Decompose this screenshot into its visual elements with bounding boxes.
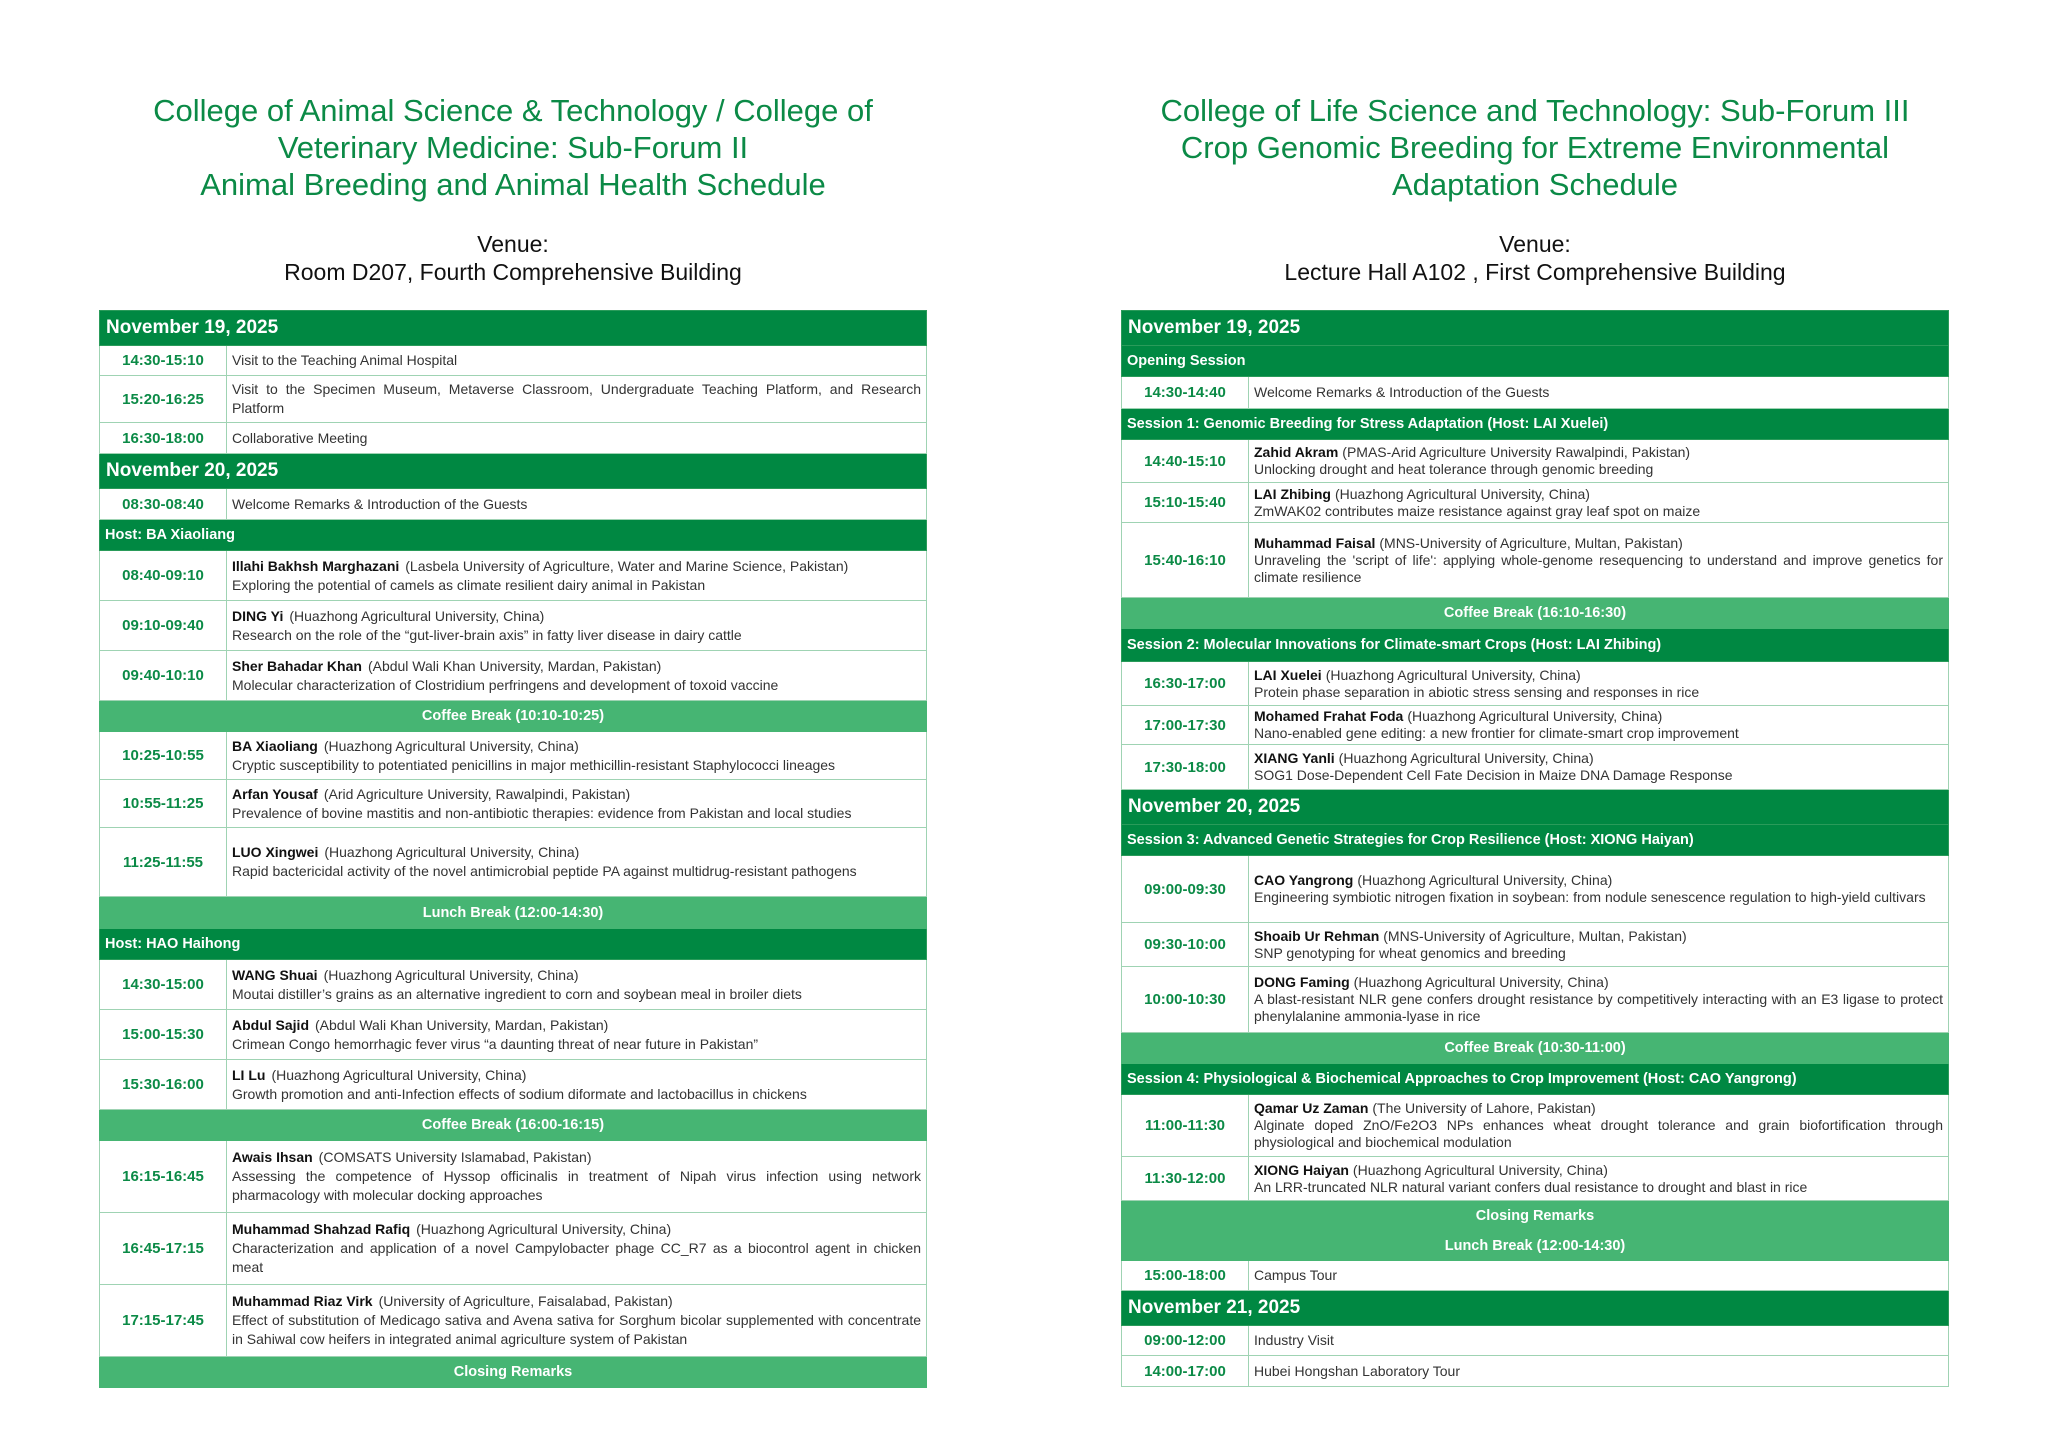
break-label: Lunch Break (12:00-14:30) xyxy=(1122,1232,1949,1261)
speaker-affiliation: (Huazhong Agricultural University, China) xyxy=(1357,872,1613,888)
time-slot: 14:30-14:40 xyxy=(1122,377,1249,409)
talk-row xyxy=(100,551,927,601)
time-slot: 09:40-10:10 xyxy=(100,651,227,701)
talk-details xyxy=(1249,440,1949,483)
speaker-name: Illahi Bakhsh Marghazani xyxy=(232,557,400,574)
activity: Welcome Remarks & Introduction of the Guests xyxy=(227,489,927,520)
title-line: Animal Breeding and Animal Health Schedule xyxy=(200,167,826,202)
date-header: November 21, 2025 xyxy=(1122,1291,1949,1326)
speaker-affiliation: (MNS-University of Agriculture, Multan, Pakistan) xyxy=(1379,534,1683,551)
activity: Welcome Remarks & Introduction of the Guests xyxy=(1249,377,1949,409)
time-slot: 17:00-17:30 xyxy=(1122,706,1249,745)
speaker-affiliation: (Huazhong Agricultural University, China) xyxy=(1338,750,1594,766)
activity: Collaborative Meeting xyxy=(227,423,927,454)
talk-details xyxy=(1249,923,1949,967)
time-slot: 15:40-16:10 xyxy=(1122,523,1249,598)
talk-title: Growth promotion and anti-Infection effects of sodium diformate and lactobacillus in chickens xyxy=(232,1085,807,1102)
speaker-name: Qamar Uz Zaman xyxy=(1254,1100,1369,1116)
session-title: Host: HAO Haihong xyxy=(100,929,927,960)
right-schedule-title xyxy=(1081,92,1989,203)
schedule-row xyxy=(1122,1356,1949,1387)
schedule-row xyxy=(1122,1326,1949,1356)
time-slot: 14:30-15:10 xyxy=(100,346,227,376)
talk-title: Unraveling the 'script of life': applying whole-genome resequencing to understand and improve genetics for climate resilience xyxy=(1254,551,1943,585)
schedule-row xyxy=(100,346,927,376)
time-slot: 15:30-16:00 xyxy=(100,1060,227,1110)
speaker-name: Sher Bahadar Khan xyxy=(232,657,362,674)
break-row xyxy=(100,897,927,929)
title-line: Crop Genomic Breeding for Extreme Environmental xyxy=(1180,130,1890,165)
talk-details xyxy=(1249,745,1949,790)
talk-title: Crimean Congo hemorrhagic fever virus “a daunting threat of near future in Pakistan” xyxy=(232,1035,759,1052)
speaker-name: BA Xiaoliang xyxy=(232,737,318,754)
speaker-line xyxy=(232,785,921,804)
speaker-name: LAI Zhibing xyxy=(1254,485,1331,502)
break-row xyxy=(1122,598,1949,629)
time-slot: 10:25-10:55 xyxy=(100,732,227,780)
speaker-name: Abdul Sajid xyxy=(232,1016,309,1033)
activity: Campus Tour xyxy=(1249,1261,1949,1291)
time-slot: 15:10-15:40 xyxy=(1122,483,1249,523)
talk-row xyxy=(1122,856,1949,923)
talk-row xyxy=(100,1060,927,1110)
talk-row xyxy=(1122,1095,1949,1157)
talk-row xyxy=(100,1141,927,1213)
talk-title: Characterization and application of a novel Campylobacter phage CC_R7 as a biocontrol agent in chicken meat xyxy=(232,1240,921,1275)
venue-location: Room D207, Fourth Comprehensive Building xyxy=(284,259,742,285)
time-slot: 09:00-12:00 xyxy=(1122,1326,1249,1356)
left-schedule-title xyxy=(59,92,967,203)
talk-row xyxy=(100,601,927,651)
speaker-affiliation: (Huazhong Agricultural University, China) xyxy=(1325,666,1581,683)
date-header-row xyxy=(100,311,927,346)
time-slot: 10:55-11:25 xyxy=(100,780,227,828)
speaker-line xyxy=(1254,486,1943,503)
title-line: College of Animal Science & Technology / College of xyxy=(153,93,873,128)
date-header: November 20, 2025 xyxy=(1122,790,1949,825)
session-title: Session 2: Molecular Innovations for Climate-smart Crops (Host: LAI Zhibing) xyxy=(1122,629,1949,662)
talk-row xyxy=(1122,706,1949,745)
time-slot: 11:30-12:00 xyxy=(1122,1157,1249,1201)
speaker-affiliation: (MNS-University of Agriculture, Multan, Pakistan) xyxy=(1383,927,1687,944)
break-label: Lunch Break (12:00-14:30) xyxy=(100,897,927,929)
talk-title: Cryptic susceptibility to potentiated penicillins in major methicillin-resistant Staphylococci lineages xyxy=(232,756,836,773)
speaker-affiliation: (Arid Agriculture University, Rawalpindi, Pakistan) xyxy=(323,785,631,802)
venue-label: Venue: xyxy=(1499,231,1571,257)
time-slot: 16:30-17:00 xyxy=(1122,662,1249,706)
talk-row xyxy=(100,1213,927,1285)
talk-details xyxy=(227,1141,927,1213)
talk-details xyxy=(227,780,927,828)
title-line: Adaptation Schedule xyxy=(1391,167,1679,202)
talk-details xyxy=(1249,856,1949,923)
talk-row xyxy=(1122,745,1949,790)
speaker-line xyxy=(232,966,921,985)
session-header-row xyxy=(100,520,927,551)
session-header-row xyxy=(100,929,927,960)
talk-row xyxy=(1122,523,1949,598)
talk-row xyxy=(1122,440,1949,483)
talk-title: Prevalence of bovine mastitis and non-antibiotic therapies: evidence from Pakistan and local studies xyxy=(232,804,852,821)
speaker-affiliation: (Huazhong Agricultural University, China) xyxy=(271,1066,527,1083)
talk-title: SNP genotyping for wheat genomics and breeding xyxy=(1254,944,1566,961)
speaker-line xyxy=(1254,708,1943,725)
speaker-line xyxy=(232,843,921,862)
speaker-name: Muhammad Faisal xyxy=(1254,534,1376,551)
speaker-line xyxy=(1254,667,1943,684)
speaker-line xyxy=(232,607,921,626)
speaker-name: Shoaib Ur Rehman xyxy=(1254,927,1380,944)
talk-details xyxy=(227,1060,927,1110)
schedule-row xyxy=(1122,1261,1949,1291)
talk-title: Protein phase separation in abiotic stress sensing and responses in rice xyxy=(1254,683,1700,700)
talk-title: Exploring the potential of camels as climate resilient dairy animal in Pakistan xyxy=(232,576,706,593)
time-slot: 15:00-18:00 xyxy=(1122,1261,1249,1291)
left-venue xyxy=(99,230,927,286)
break-label: Coffee Break (10:10-10:25) xyxy=(100,701,927,732)
date-header: November 20, 2025 xyxy=(100,454,927,489)
talk-row xyxy=(100,651,927,701)
speaker-name: Muhammad Riaz Virk xyxy=(232,1293,373,1309)
date-header-row xyxy=(1122,790,1949,825)
speaker-line xyxy=(1254,1100,1943,1117)
talk-details xyxy=(1249,967,1949,1033)
talk-row xyxy=(1122,967,1949,1033)
session-title: Session 4: Physiological & Biochemical Approaches to Crop Improvement (Host: CAO Yangrong) xyxy=(1122,1064,1949,1095)
talk-row xyxy=(1122,483,1949,523)
talk-details xyxy=(227,732,927,780)
speaker-line xyxy=(232,657,921,676)
speaker-name: CAO Yangrong xyxy=(1254,872,1354,888)
speaker-affiliation: (Huazhong Agricultural University, China) xyxy=(323,966,579,983)
talk-details xyxy=(227,828,927,897)
speaker-line xyxy=(232,1016,921,1035)
talk-title: Alginate doped ZnO/Fe2O3 NPs enhances wheat drought tolerance and grain biofortification through physiological and biochemical modulation xyxy=(1254,1117,1943,1150)
speaker-name: Arfan Yousaf xyxy=(232,785,318,802)
time-slot: 14:00-17:00 xyxy=(1122,1356,1249,1387)
talk-row xyxy=(100,960,927,1010)
speaker-affiliation: (Huazhong Agricultural University, China) xyxy=(323,737,579,754)
talk-details xyxy=(227,960,927,1010)
right-schedule-table xyxy=(1121,310,1949,1387)
speaker-line xyxy=(1254,974,1943,991)
speaker-name: LAI Xuelei xyxy=(1254,666,1322,683)
venue-label: Venue: xyxy=(477,231,549,257)
talk-details xyxy=(1249,706,1949,745)
time-slot: 10:00-10:30 xyxy=(1122,967,1249,1033)
talk-row xyxy=(100,1285,927,1357)
talk-title: SOG1 Dose-Dependent Cell Fate Decision in Maize DNA Damage Response xyxy=(1254,767,1733,783)
speaker-line xyxy=(232,1148,921,1167)
talk-title: Effect of substitution of Medicago sativa and Avena sativa for Sorghum bicolar supplemented with concentrate in Sahiwal cow heifers in integrated animal agriculture system of Pakistan xyxy=(232,1312,921,1347)
speaker-affiliation: (Huazhong Agricultural University, China) xyxy=(1352,1161,1608,1178)
session-title: Session 3: Advanced Genetic Strategies for Crop Resilience (Host: XIONG Haiyan) xyxy=(1122,825,1949,856)
talk-title: Engineering symbiotic nitrogen fixation in soybean: from nodule senescence regulation to high-yield cultivars xyxy=(1254,889,1926,905)
speaker-affiliation: (Abdul Wali Khan University, Mardan, Pakistan) xyxy=(367,657,662,674)
session-header-row xyxy=(1122,409,1949,440)
talk-details xyxy=(227,651,927,701)
talk-title: A blast-resistant NLR gene confers drought resistance by competitively interacting with an E3 ligase to protect phenylalanine ammonia-lyase in rice xyxy=(1254,991,1943,1024)
talk-row xyxy=(1122,662,1949,706)
time-slot: 09:10-09:40 xyxy=(100,601,227,651)
speaker-line xyxy=(232,737,921,756)
time-slot: 11:25-11:55 xyxy=(100,828,227,897)
date-header: November 19, 2025 xyxy=(100,311,927,346)
date-header: November 19, 2025 xyxy=(1122,311,1949,346)
activity: Visit to the Teaching Animal Hospital xyxy=(227,346,927,376)
talk-row xyxy=(1122,1157,1949,1201)
speaker-affiliation: (Huazhong Agricultural University, China) xyxy=(324,844,580,860)
activity: Industry Visit xyxy=(1249,1326,1949,1356)
speaker-line xyxy=(1254,928,1943,945)
speaker-name: LI Lu xyxy=(232,1066,266,1083)
speaker-affiliation: (The University of Lahore, Pakistan) xyxy=(1372,1100,1596,1116)
schedule-row xyxy=(1122,377,1949,409)
schedule-row xyxy=(100,376,927,423)
speaker-name: Mohamed Frahat Foda xyxy=(1254,708,1404,724)
talk-title: Molecular characterization of Clostridium perfringens and development of toxoid vaccine xyxy=(232,676,779,693)
speaker-name: Muhammad Shahzad Rafiq xyxy=(232,1221,411,1237)
talk-details xyxy=(227,551,927,601)
speaker-affiliation: (Huazhong Agricultural University, China) xyxy=(1353,974,1609,990)
time-slot: 16:30-18:00 xyxy=(100,423,227,454)
break-row xyxy=(1122,1201,1949,1232)
talk-title: ZmWAK02 contributes maize resistance against gray leaf spot on maize xyxy=(1254,502,1701,519)
speaker-name: LUO Xingwei xyxy=(232,844,319,860)
speaker-name: DONG Faming xyxy=(1254,974,1350,990)
time-slot: 09:00-09:30 xyxy=(1122,856,1249,923)
schedule-row xyxy=(100,489,927,520)
speaker-line xyxy=(232,1220,921,1239)
break-label: Coffee Break (10:30-11:00) xyxy=(1122,1033,1949,1064)
session-title: Session 1: Genomic Breeding for Stress Adaptation (Host: LAI Xuelei) xyxy=(1122,409,1949,440)
talk-title: Research on the role of the “gut-liver-brain axis” in fatty liver disease in dairy cattle xyxy=(232,626,742,643)
schedule-row xyxy=(100,423,927,454)
break-label: Coffee Break (16:00-16:15) xyxy=(100,1110,927,1141)
talk-details xyxy=(1249,1157,1949,1201)
talk-details xyxy=(1249,523,1949,598)
talk-details xyxy=(227,601,927,651)
break-row xyxy=(100,1357,927,1388)
talk-title: Rapid bactericidal activity of the novel antimicrobial peptide PA against multidrug-resistant pathogens xyxy=(232,863,857,879)
time-slot: 11:00-11:30 xyxy=(1122,1095,1249,1157)
talk-row xyxy=(100,732,927,780)
speaker-affiliation: (Huazhong Agricultural University, China) xyxy=(1407,708,1663,724)
time-slot: 15:00-15:30 xyxy=(100,1010,227,1060)
speaker-line xyxy=(1254,872,1943,889)
talk-title: Nano-enabled gene editing: a new frontier for climate-smart crop improvement xyxy=(1254,725,1739,741)
time-slot: 17:15-17:45 xyxy=(100,1285,227,1357)
talk-title: Assessing the competence of Hyssop officinalis in treatment of Nipah virus infection using network pharmacology with molecular docking approaches xyxy=(232,1168,921,1203)
session-title: Host: BA Xiaoliang xyxy=(100,520,927,551)
venue-location: Lecture Hall A102 , First Comprehensive Building xyxy=(1284,259,1786,285)
speaker-name: WANG Shuai xyxy=(232,966,318,983)
speaker-name: Zahid Akram xyxy=(1254,444,1339,460)
talk-details xyxy=(227,1285,927,1357)
speaker-affiliation: (University of Agriculture, Faisalabad, Pakistan) xyxy=(378,1293,673,1309)
break-label: Closing Remarks xyxy=(1122,1201,1949,1232)
time-slot: 16:15-16:45 xyxy=(100,1141,227,1213)
time-slot: 08:30-08:40 xyxy=(100,489,227,520)
talk-row xyxy=(100,828,927,897)
speaker-name: DING Yi xyxy=(232,607,284,624)
talk-details xyxy=(1249,483,1949,523)
talk-title: Unlocking drought and heat tolerance through genomic breeding xyxy=(1254,461,1654,477)
left-schedule-table xyxy=(99,310,927,1388)
date-header-row xyxy=(100,454,927,489)
session-header-row xyxy=(1122,629,1949,662)
time-slot: 17:30-18:00 xyxy=(1122,745,1249,790)
break-row xyxy=(100,1110,927,1141)
talk-title: Moutai distiller’s grains as an alternative ingredient to corn and soybean meal in broiler diets xyxy=(232,985,802,1002)
session-header-row xyxy=(1122,1064,1949,1095)
break-label: Closing Remarks xyxy=(100,1357,927,1388)
speaker-line xyxy=(1254,750,1943,767)
session-title: Opening Session xyxy=(1122,346,1949,377)
speaker-affiliation: (Lasbela University of Agriculture, Water and Marine Science, Pakistan) xyxy=(405,557,849,574)
title-line: College of Life Science and Technology: Sub-Forum III xyxy=(1160,93,1910,128)
break-row xyxy=(100,701,927,732)
session-header-row xyxy=(1122,825,1949,856)
activity: Hubei Hongshan Laboratory Tour xyxy=(1249,1356,1949,1387)
break-label: Coffee Break (16:10-16:30) xyxy=(1122,598,1949,629)
speaker-affiliation: (Huazhong Agricultural University, China) xyxy=(289,607,545,624)
break-row xyxy=(1122,1232,1949,1261)
speaker-affiliation: (Abdul Wali Khan University, Mardan, Pakistan) xyxy=(315,1016,609,1033)
speaker-name: Awais Ihsan xyxy=(232,1149,313,1165)
speaker-affiliation: (PMAS-Arid Agriculture University Rawalpindi, Pakistan) xyxy=(1342,444,1691,460)
talk-details xyxy=(1249,1095,1949,1157)
time-slot: 14:30-15:00 xyxy=(100,960,227,1010)
time-slot: 15:20-16:25 xyxy=(100,376,227,423)
talk-title: An LRR-truncated NLR natural variant confers dual resistance to drought and blast in rice xyxy=(1254,1178,1808,1195)
speaker-line xyxy=(1254,535,1943,552)
right-venue xyxy=(1121,230,1949,286)
talk-details xyxy=(227,1213,927,1285)
talk-row xyxy=(100,780,927,828)
speaker-line xyxy=(1254,1162,1943,1179)
speaker-name: XIANG Yanli xyxy=(1254,750,1335,766)
date-header-row xyxy=(1122,311,1949,346)
speaker-line xyxy=(232,557,921,576)
activity: Visit to the Specimen Museum, Metaverse Classroom, Undergraduate Teaching Platform, and Research Platform xyxy=(227,376,927,423)
speaker-line xyxy=(232,1292,921,1311)
speaker-affiliation: (COMSATS University Islamabad, Pakistan) xyxy=(318,1149,592,1165)
speaker-name: XIONG Haiyan xyxy=(1254,1161,1349,1178)
time-slot: 14:40-15:10 xyxy=(1122,440,1249,483)
speaker-line xyxy=(232,1066,921,1085)
time-slot: 16:45-17:15 xyxy=(100,1213,227,1285)
time-slot: 09:30-10:00 xyxy=(1122,923,1249,967)
talk-row xyxy=(100,1010,927,1060)
date-header-row xyxy=(1122,1291,1949,1326)
speaker-affiliation: (Huazhong Agricultural University, China) xyxy=(416,1221,672,1237)
talk-details xyxy=(1249,662,1949,706)
speaker-line xyxy=(1254,444,1943,461)
time-slot: 08:40-09:10 xyxy=(100,551,227,601)
break-row xyxy=(1122,1033,1949,1064)
talk-row xyxy=(1122,923,1949,967)
title-line: Veterinary Medicine: Sub-Forum II xyxy=(277,130,749,165)
talk-details xyxy=(227,1010,927,1060)
speaker-affiliation: (Huazhong Agricultural University, China) xyxy=(1334,485,1590,502)
session-header-row xyxy=(1122,346,1949,377)
